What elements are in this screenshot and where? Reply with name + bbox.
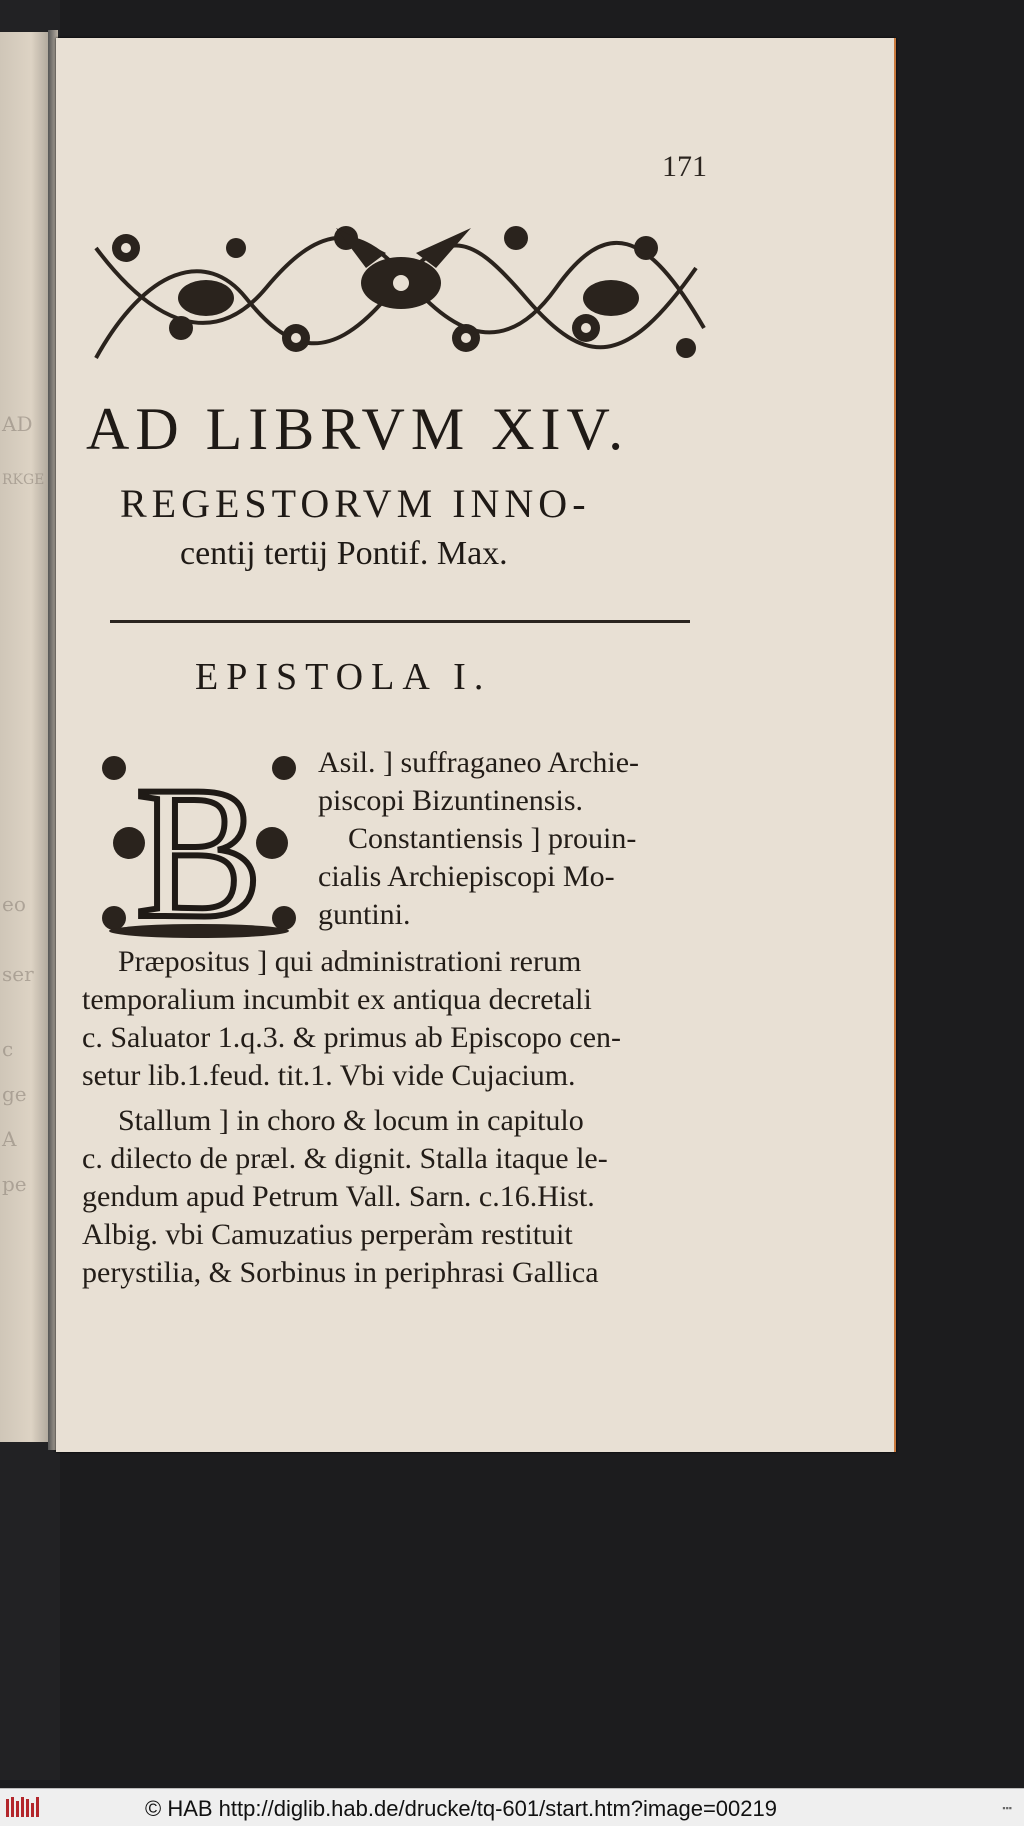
body-line: Stallum ] in choro & locum in capitulo bbox=[118, 1104, 584, 1137]
body-line: perystilia, & Sorbinus in periphrasi Gallica bbox=[82, 1256, 599, 1289]
body-line: Albig. vbi Camuzatius perperàm restituit bbox=[82, 1218, 573, 1251]
body-line: c. Saluator 1.q.3. & primus ab Episcopo cen- bbox=[82, 1021, 622, 1054]
prev-page-fragment: c bbox=[2, 1037, 14, 1061]
prev-page-fragment: RKGE bbox=[2, 472, 45, 488]
prev-page-fragment: AD bbox=[2, 412, 33, 436]
woodcut-ornament bbox=[86, 208, 714, 380]
initial-letter: B bbox=[135, 748, 263, 940]
divider-rule bbox=[110, 620, 690, 623]
status-dots: ▪▪▪ bbox=[1002, 1803, 1012, 1813]
body-line: gendum apud Petrum Vall. Sarn. c.16.Hist. bbox=[82, 1180, 595, 1213]
prev-page-fragment: pe bbox=[2, 1172, 27, 1196]
decorated-initial bbox=[94, 748, 304, 940]
prev-page-fragment: ge bbox=[2, 1082, 27, 1106]
chapter-title: AD LIBRVM XIV. bbox=[86, 396, 630, 462]
previous-page-edge bbox=[0, 32, 52, 1442]
prev-page-fragment: eo bbox=[2, 892, 26, 916]
body-line: temporalium incumbit ex antiqua decretali bbox=[82, 983, 592, 1016]
chapter-subtitle: REGESTORVM INNO- bbox=[120, 481, 591, 526]
chapter-subtitle-continued: centij tertij Pontif. Max. bbox=[180, 535, 508, 572]
prev-page-fragment: A bbox=[2, 1127, 17, 1151]
hab-logo-icon bbox=[4, 1795, 44, 1819]
copyright-url: © HAB http://diglib.hab.de/drucke/tq-601/start.htm?image=00219 bbox=[145, 1796, 777, 1821]
body-line: c. dilecto de præl. & dignit. Stalla itaque le- bbox=[82, 1142, 608, 1175]
body-line: Præpositus ] qui administrationi rerum bbox=[118, 945, 582, 978]
body-line: guntini. bbox=[318, 898, 411, 931]
section-heading: EPISTOLA I. bbox=[195, 656, 492, 698]
body-line: cialis Archiepiscopi Mo- bbox=[318, 860, 615, 893]
body-line: setur lib.1.feud. tit.1. Vbi vide Cujacium. bbox=[82, 1059, 576, 1092]
prev-page-fragment: ser bbox=[2, 962, 34, 986]
page-number: 171 bbox=[662, 150, 707, 183]
body-line: piscopi Bizuntinensis. bbox=[318, 784, 583, 817]
status-bar bbox=[0, 1788, 1024, 1826]
body-line: Asil. ] suffraganeo Archie- bbox=[318, 746, 640, 779]
body-line: Constantiensis ] prouin- bbox=[348, 822, 637, 855]
